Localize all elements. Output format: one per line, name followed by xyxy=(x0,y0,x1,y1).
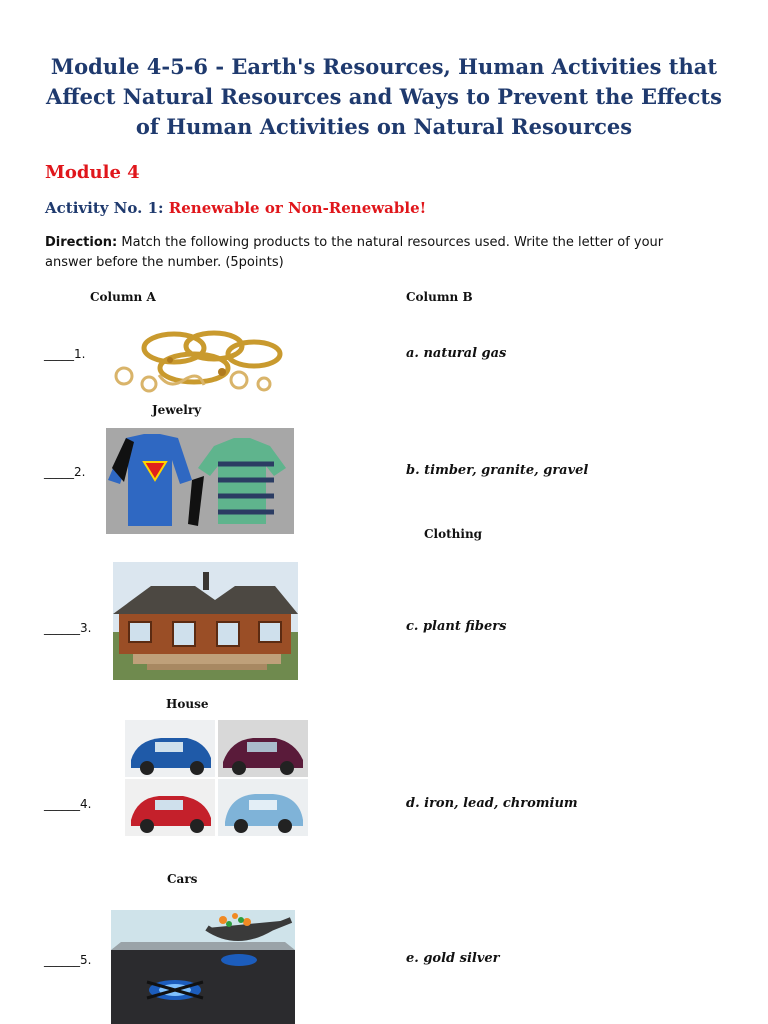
direction-label: Direction: xyxy=(45,235,118,250)
title-line-2: Affect Natural Resources and Ways to Prevent the Effects xyxy=(46,84,722,109)
title-line-3: of Human Activities on Natural Resources xyxy=(135,114,633,139)
module-heading: Module 4 xyxy=(45,162,140,183)
direction-paragraph xyxy=(45,233,665,273)
activity-heading xyxy=(45,199,426,217)
document-title xyxy=(20,52,748,142)
option-b: b. timber, granite, gravel xyxy=(406,463,589,478)
caption-house: House xyxy=(166,697,209,711)
caption-jewelry: Jewelry xyxy=(152,403,202,417)
title-line-1: Module 4-5-6 - Earth's Resources, Human Activities that xyxy=(50,54,718,79)
answer-blank-4: ______4. xyxy=(44,797,92,811)
option-e: e. gold silver xyxy=(406,951,500,966)
option-d: d. iron, lead, chromium xyxy=(406,796,578,811)
house-image xyxy=(113,562,298,680)
caption-cars: Cars xyxy=(167,872,198,886)
option-a: a. natural gas xyxy=(406,346,507,361)
clothing-image xyxy=(106,428,294,534)
option-c: c. plant fibers xyxy=(406,619,507,634)
answer-blank-1: _____1. xyxy=(44,347,86,361)
answer-blank-2: _____2. xyxy=(44,465,86,479)
caption-clothing: Clothing xyxy=(424,527,483,541)
column-a-header: Column A xyxy=(90,290,156,304)
answer-blank-5: ______5. xyxy=(44,953,92,967)
jewelry-image xyxy=(104,320,292,398)
cars-image xyxy=(125,720,308,836)
activity-name: Renewable or Non-Renewable! xyxy=(168,199,427,217)
gas-stove-image xyxy=(111,910,295,1024)
direction-text: Match the following products to the natural resources used. Write the letter of your answer before the number. (5points) xyxy=(45,235,664,270)
column-b-header: Column B xyxy=(406,290,473,304)
activity-prefix: Activity No. 1: xyxy=(45,199,169,217)
answer-blank-3: ______3. xyxy=(44,621,92,635)
